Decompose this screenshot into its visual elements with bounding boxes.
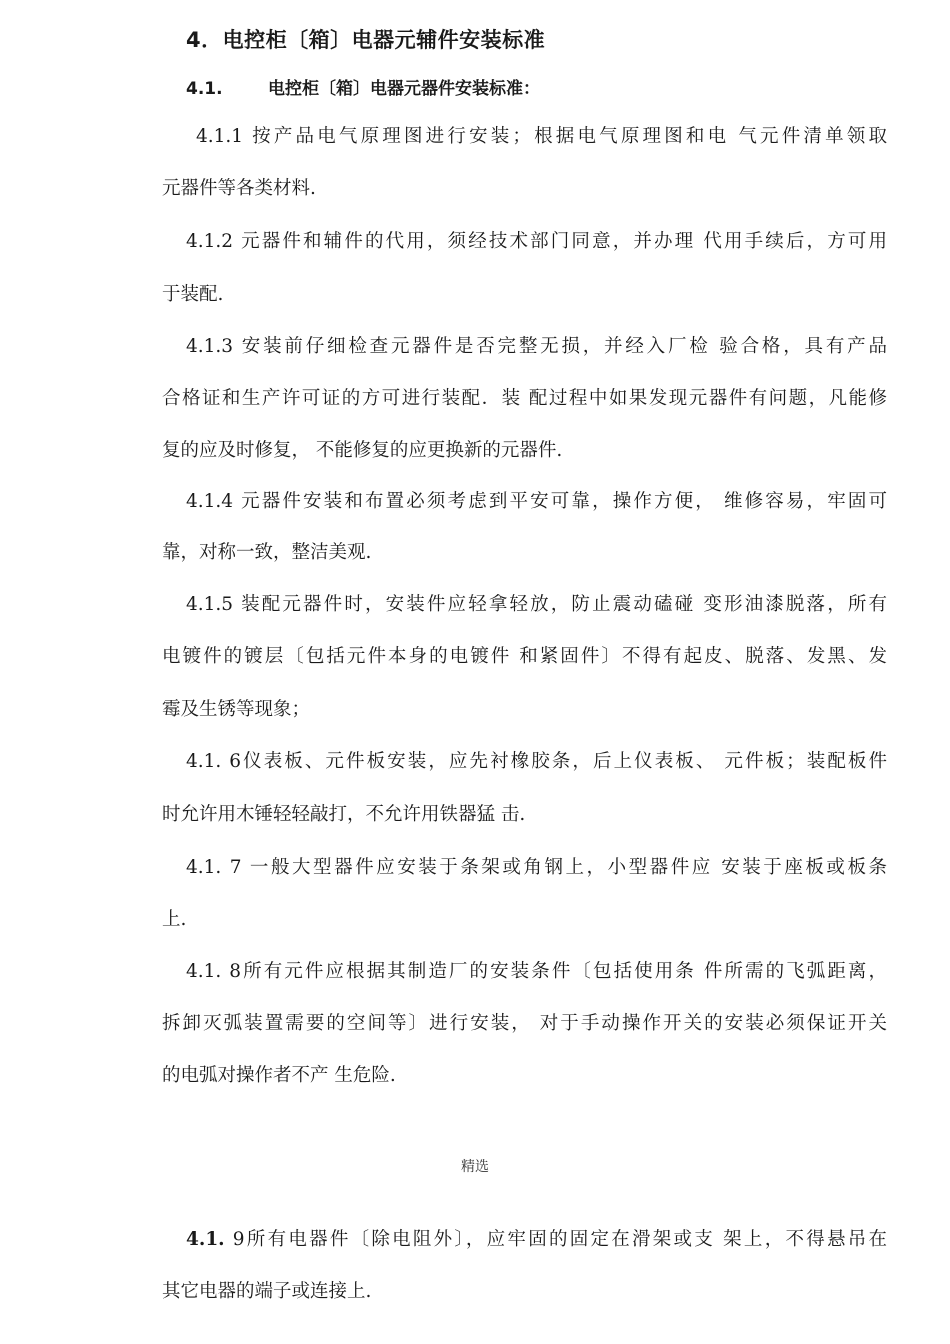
paragraph-line: 霉及生锈等现象； — [162, 699, 311, 720]
paragraph-line: 4.1.1 按产品电气原理图进行安装；根据电气原理图和电 气元件清单领取 — [196, 126, 887, 147]
paragraph-line: 靠，对称一致，整洁美观. — [162, 542, 372, 563]
paragraph-line: 的电弧对操作者不产 生危险. — [162, 1065, 396, 1086]
paragraph-line: 4.1.4 元器件安装和布置必须考虑到平安可靠，操作方便， 维修容易，牢固可 — [186, 491, 887, 512]
paragraph-line: 时允许用木锤轻轻敲打，不允许用铁器猛 击. — [162, 804, 526, 825]
paragraph-number: 4.1. — [186, 1229, 225, 1250]
paragraph-line: 电镀件的镀层〔包括元件本身的电镀件 和紧固件〕不得有起皮、脱落、发黑、发 — [162, 646, 887, 667]
paragraph-line: 4.1. 6仪表板、元件板安装，应先衬橡胶条，后上仪表板、 元件板；装配板件 — [186, 751, 887, 772]
paragraph-line: 拆卸灭弧装置需要的空间等〕进行安装， 对于手动操作开关的安装必须保证开关 — [162, 1013, 887, 1034]
paragraph-line: 复的应及时修复， 不能修复的应更换新的元器件. — [162, 440, 563, 461]
paragraph-line — [186, 1227, 887, 1253]
paragraph-line: 4.1.3 安装前仔细检查元器件是否完整无损，并经入厂检 验合格，具有产品 — [186, 336, 887, 357]
paragraph-line: 合格证和生产许可证的方可进行装配．装 配过程中如果发现元器件有问题，凡能修 — [162, 388, 887, 409]
subsection-number: 4.1. — [186, 79, 223, 99]
paragraph-line: 于装配. — [162, 284, 224, 305]
paragraph-line: 4.1.2 元器件和辅件的代用，须经技术部门同意，并办理 代用手续后，方可用 — [186, 231, 887, 252]
page-footer: 精选 — [461, 1159, 489, 1175]
paragraph-line: 4.1. 8所有元件应根据其制造厂的安装条件〔包括使用条 件所需的飞弧距离， — [186, 961, 887, 982]
subsection-title: 电控柜〔箱〕电器元器件安装标准： — [268, 79, 540, 99]
paragraph-text: 9所有电器件〔除电阻外〕，应牢固的固定在滑架或支 架上，不得悬吊在 — [224, 1229, 887, 1250]
paragraph-line: 4.1. 7 一般大型器件应安装于条架或角钢上，小型器件应 安装于座板或板条 — [186, 857, 887, 878]
paragraph-line: 4.1.5 装配元器件时，安装件应轻拿轻放，防止震动磕碰 变形油漆脱落，所有 — [186, 594, 887, 615]
subsection-heading — [186, 74, 540, 99]
paragraph-line: 其它电器的端子或连接上. — [162, 1281, 372, 1302]
paragraph-line: 元器件等各类材料. — [162, 178, 316, 199]
paragraph-line: 上. — [162, 909, 187, 930]
section-heading: 4．电控柜〔箱〕电器元辅件安装标准 — [186, 28, 546, 52]
